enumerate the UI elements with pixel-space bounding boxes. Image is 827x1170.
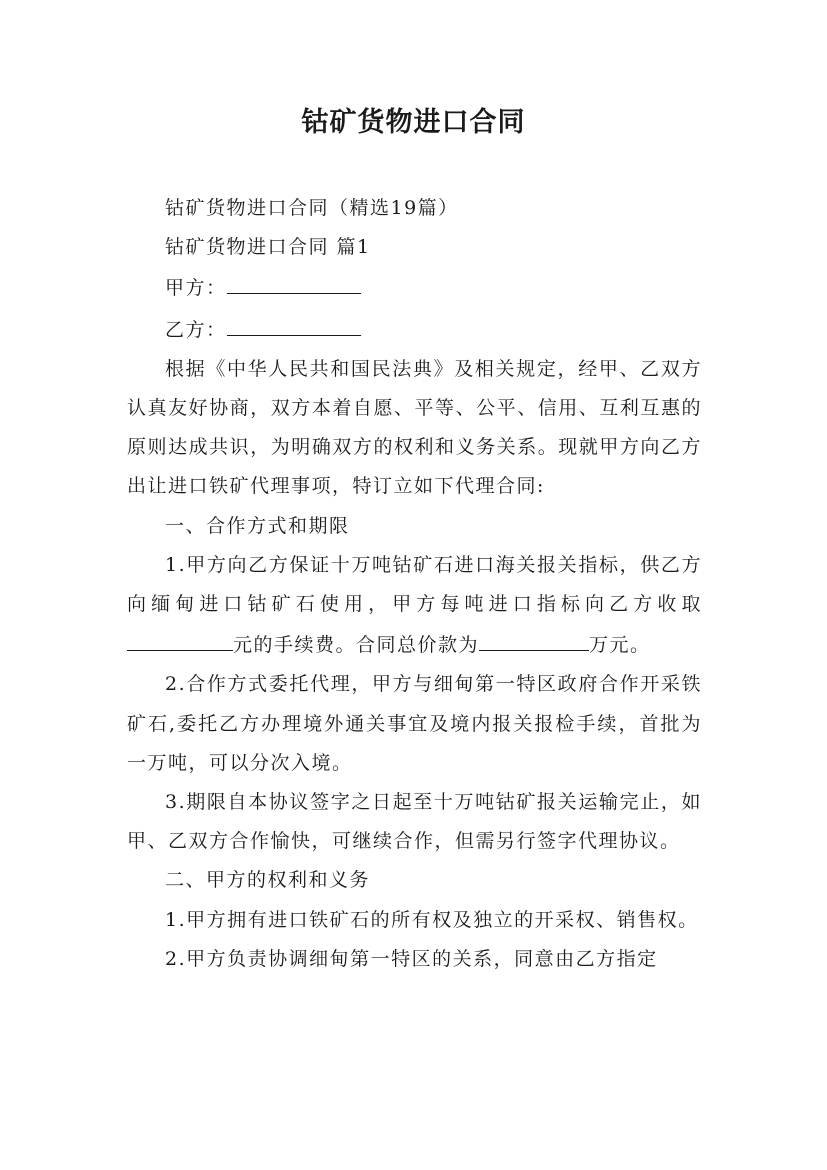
party-a-label: 甲方：	[165, 277, 227, 300]
party-b-line	[127, 309, 702, 350]
document-body	[127, 189, 702, 979]
section-heading: 钴矿货物进口合同 篇1	[165, 236, 371, 259]
clause-1-3: 3.期限自本协议签字之日起至十万吨钴矿报关运输完止，如甲、乙双方合作愉快，可继续合作，但需另行签字代理协议。	[127, 791, 702, 853]
heading-party-a-rights: 二、甲方的权利和义务	[165, 869, 371, 892]
heading-cooperation: 一、合作方式和期限	[165, 514, 350, 537]
clause-1-1	[127, 546, 702, 666]
clause-1-1-part-a: 1.甲方向乙方保证十万吨钴矿石进口海关报关指标，供乙方向缅甸进口钴矿石使用，甲方每吨进口指标向乙方收取	[127, 553, 702, 616]
total-price-blank	[479, 624, 589, 651]
party-a-line	[127, 267, 702, 308]
document-subtitle: 钴矿货物进口合同（精选19篇）	[165, 197, 459, 219]
clause-1-1-part-b: 元的手续费。合同总价款为	[233, 634, 480, 657]
fee-blank	[127, 624, 233, 651]
document-title: 钴矿货物进口合同	[301, 107, 526, 138]
clause-2-1: 1.甲方拥有进口铁矿石的所有权及独立的开采权、销售权。	[165, 908, 699, 931]
intro-paragraph: 根据《中华人民共和国民法典》及相关规定，经甲、乙双方认真友好协商，双方本着自愿、平等、公平、信用、互利互惠的原则达成共识，为明确双方的权利和义务关系。现就甲方向乙方出让进口铁矿代理事项，特订立如下代理合同:	[127, 357, 702, 498]
party-b-label: 乙方：	[165, 318, 227, 341]
clause-1-2: 2.合作方式委托代理，甲方与细甸第一特区政府合作开采铁矿石,委托乙方办理境外通关事宜及境内报关报检手续，首批为一万吨，可以分次入境。	[127, 673, 702, 774]
party-a-blank	[227, 267, 361, 294]
party-b-blank	[227, 309, 361, 336]
clause-1-1-part-c: 万元。	[589, 634, 651, 657]
clause-2-2: 2.甲方负责协调细甸第一特区的关系，同意由乙方指定	[165, 947, 658, 970]
